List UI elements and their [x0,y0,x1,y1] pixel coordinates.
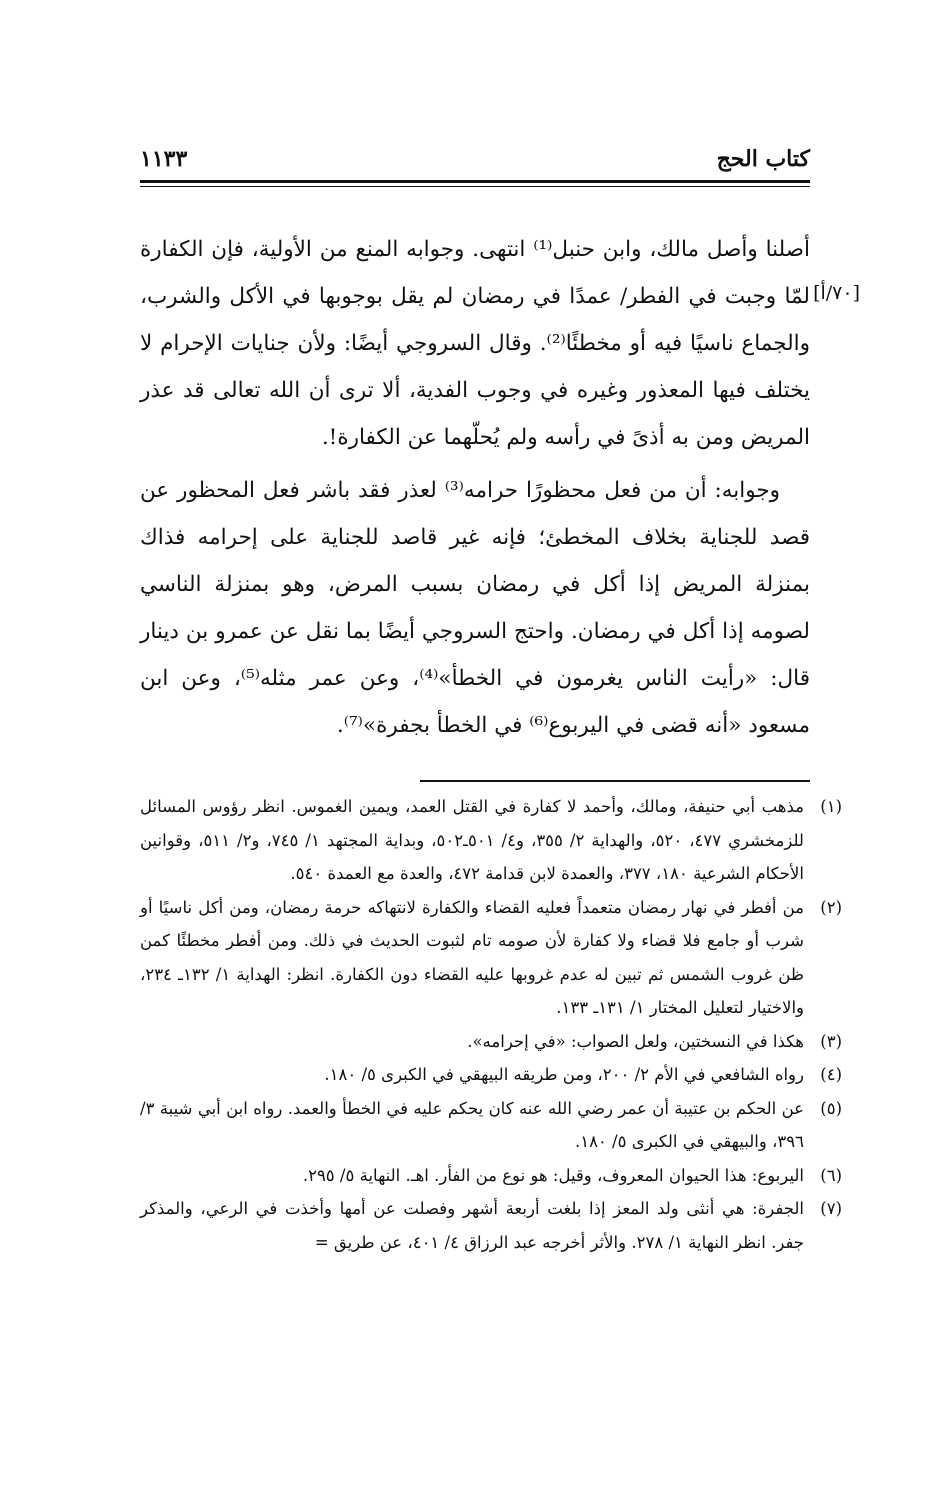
footnotes [140,790,842,1259]
footnote-1 [140,790,842,891]
footnote-number: (٣) [820,1031,842,1051]
header-rule [140,180,810,183]
header-rule-thin [140,186,810,187]
footnote-text: عن الحكم بن عتيبة أن عمر رضي الله عنه كان يحكم عليه في الخطأ والعمد. رواه ابن أبي شيبة ٣/ ٣٩٦، والبيهقي في الكبرى ٥/ ١٨٠. [140,1098,804,1151]
footnote-6 [140,1159,842,1193]
footnote-text: هكذا في النسختين، ولعل الصواب: «في إحرامه». [467,1031,804,1051]
footnote-7 [140,1192,842,1259]
footnote-2 [140,891,842,1025]
manuscript-folio-marker: [٧٠/أ] [813,282,860,304]
book-title: كتاب الحج [716,146,810,172]
footnote-5 [140,1092,842,1159]
footnote-text: من أفطر في نهار رمضان متعمداً فعليه القضاء والكفارة لانتهاكه حرمة رمضان، ومن أكل ناسيًا أو شرب أو جامع فلا قضاء ولا كفارة لأن صومه تام لثبوت الحديث في ذلك. ومن أفطر مخطئًا كمن ظن غروب الشمس ثم تبين له عدم غروبها عليه القضاء دون الكفارة. انظر: الهداية ١/ ١٣٢ـ ٢٣٤، والاختيار لتعليل المختار ١/ ١٣١ـ ١٣٣. [140,897,804,1017]
footnote-number: (٦) [820,1165,842,1185]
footnote-number: (٤) [820,1065,842,1084]
paragraph-1: أصلنا وأصل مالك، وابن حنبل⁽¹⁾ انتهى. وجوابه المنع من الأولية، فإن الكفارة لمّا وجبت في الفطر/ عمدًا في رمضان لم يقل بوجوبها في الأكل والشرب، والجماع ناسيًا فيه أو مخطئًا⁽²⁾. وقال السروجي أيضًا: ولأن جنايات الإحرام لا يختلف فيها المعذور وغيره في وجوب الفدية، ألا ترى أن الله تعالى قد عذر المريض ومن به أذىً في رأسه ولم يُحلّهما عن الكفارة!. [140,237,810,450]
footnote-number: (٧) [820,1199,842,1218]
footnote-text: مذهب أبي حنيفة، ومالك، وأحمد لا كفارة في القتل العمد، ويمين الغموس. انظر رؤوس المسائل للزمخشري ٤٧٧، ٥٢٠، والهداية ٢/ ٣٥٥، و٤/ ٥٠١ـ٥٠٢، وبداية المجتهد ١/ ٧٤٥، و٢/ ٥١١، وقوانين الأحكام الشرعية ١٨٠، ٣٧٧، والعمدة لابن قدامة ٤٧٢، والعدة مع العمدة ٥٤٠. [140,797,804,883]
footnote-text: الجفرة: هي أنثى ولد المعز إذا بلغت أربعة أشهر وفصلت عن أمها وأخذت في الرعي، والمذكر جفر. انظر النهاية ١/ ٢٧٨. والأثر أخرجه عبد الرزاق ٤/ ٤٠١، عن طريق = [140,1199,804,1252]
footnote-4 [140,1058,842,1092]
footnote-text: اليربوع: هذا الحيوان المعروف، وقيل: هو نوع من الفأر. اهـ. النهاية ٥/ ٢٩٥. [302,1165,804,1185]
main-text [140,226,810,749]
footnote-3 [140,1025,842,1059]
footnote-number: (٥) [820,1098,842,1118]
footnote-number: (٢) [820,897,842,917]
footnote-text: رواه الشافعي في الأم ٢/ ٢٠٠، ومن طريقه البيهقي في الكبرى ٥/ ١٨٠. [324,1065,804,1084]
footnote-number: (١) [820,797,842,816]
footnote-separator [420,780,810,782]
paragraph-2: وجوابه: أن من فعل محظورًا حرامه⁽³⁾ لعذر فقد باشر فعل المحظور عن قصد للجناية بخلاف المخطئ؛ فإنه غير قاصد للجناية على إحرامه فذاك بمنزلة المريض إذا أكل في رمضان بسبب المرض، وهو بمنزلة الناسي لصومه إذا أكل في رمضان. واحتج السروجي أيضًا بما نقل عن عمرو بن دينار قال: «رأيت الناس يغرمون في الخطأ»⁽⁴⁾، وعن عمر مثله⁽⁵⁾، وعن ابن مسعود «أنه قضى في اليربوع⁽⁶⁾ في الخطأ بجفرة»⁽⁷⁾. [140,478,810,738]
running-header [140,140,810,180]
page-number: ١١٣٣ [140,146,188,172]
